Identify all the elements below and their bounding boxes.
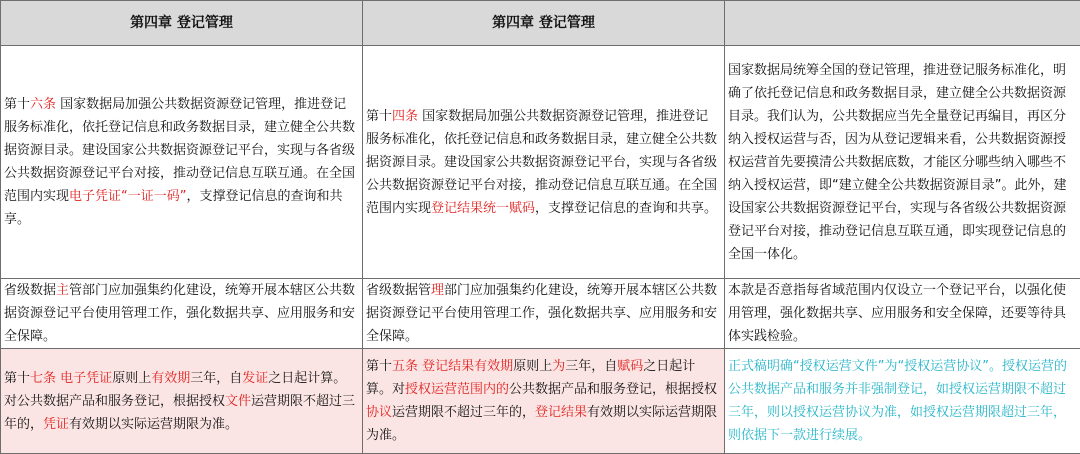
header-final: 第四章 登记管理 bbox=[363, 1, 725, 46]
text-run: 之日起计算。对 bbox=[366, 359, 696, 397]
text-run: 凭证 bbox=[43, 416, 70, 432]
text-run: 部门应加强集约化建设，统筹开展本辖区公共数据资源登记平台使用管理工作，强化数据共享、应用服务和安全保障。 bbox=[366, 283, 718, 344]
article-15-final bbox=[363, 349, 725, 454]
text-run: 六条 bbox=[30, 97, 57, 112]
header-row bbox=[1, 1, 1080, 46]
text-run: 赋码 bbox=[617, 359, 644, 374]
commentary-provincial bbox=[725, 279, 1080, 349]
text-run: 管部门应加强集约化建设，统筹开展本辖区公共数据资源登记平台使用管理工作，强化数据共享、应用服务和安全保障。 bbox=[4, 283, 356, 344]
text-run: 国家数据局加强公共数据资源登记管理，推进登记服务标准化，依托登记信息和政务数据目录，建立健全公共数据资源目录。建设国家公共数据资源登记平台，实现与各省级公共数据资源登记平台对接，推动登记信息互联互通。在全国范围内实现 bbox=[4, 97, 356, 204]
text-run: 七条 bbox=[30, 370, 57, 386]
text-run: 原则上 bbox=[513, 359, 553, 374]
text-run: 三年，自 bbox=[565, 359, 618, 374]
text-run: 国家数据局加强公共数据资源登记管理，推进登记服务标准化，依托登记信息和政务数据目录，建立健全公共数据资源目录。建设国家公共数据资源登记平台，实现与各省级公共数据资源登记平台对接，推动登记信息互联互通。在全国范围内实现 bbox=[366, 108, 718, 216]
table-row bbox=[1, 46, 1080, 279]
text-run: 登记结果统一赋码 bbox=[431, 200, 536, 216]
header-commentary bbox=[725, 1, 1080, 46]
text-run: 为 bbox=[552, 359, 566, 374]
header-draft: 第四章 登记管理 bbox=[1, 1, 363, 46]
text-run: 理 bbox=[431, 283, 445, 298]
text-run: 第十 bbox=[4, 370, 31, 386]
provincial-final bbox=[363, 279, 725, 349]
text-run: 第十 bbox=[366, 108, 393, 124]
provincial-draft bbox=[1, 279, 363, 349]
text-run: 第十 bbox=[366, 359, 393, 374]
text-run: 电子凭证 bbox=[60, 370, 113, 386]
text-run: 有效期以实际运营期限为准。 bbox=[366, 405, 718, 443]
text-run: 五条 bbox=[392, 359, 419, 374]
text-run: 运营期限不超过三年的， bbox=[392, 405, 536, 420]
commentary-registration bbox=[725, 46, 1080, 279]
text-run: 正式稿明确“授权运营文件”为“授权运营协议”。授权运营的公共数据产品和服务并非强制登记，如授权运营期限不超过三年，则以授权运营协议为准，如授权运营期限超过三年，则依据下一款进行续展。 bbox=[728, 359, 1067, 443]
text-run: 协议 bbox=[366, 405, 393, 420]
text-run: 三年，自 bbox=[190, 370, 243, 386]
table-row bbox=[1, 279, 1080, 349]
text-run: ，支撑登记信息的查询和共享。 bbox=[535, 200, 718, 216]
article-17-draft bbox=[1, 349, 363, 454]
article-16-draft bbox=[1, 46, 363, 279]
article-14-final bbox=[363, 46, 725, 279]
text-run: 运营期限不超过三年的， bbox=[4, 393, 356, 432]
text-run: ，支撑登记信息的查询和共享。 bbox=[4, 189, 343, 227]
table-row bbox=[1, 349, 1080, 454]
text-run: 授权运营范围内的 bbox=[405, 382, 510, 397]
text-run: 国家数据局统筹全国的登记管理，推进登记服务标准化，明确了依托登记信息和政务数据目录，建立健全公共数据资源目录。我们认为，公共数据应当先全量登记再编目，再区分纳入授权运营与否，因为从登记逻辑来看，公共数据资源授权运营首先要摸清公共数据底数，才能区分哪些纳入哪些不纳入授权运营，即“建立健全公共数据资源目录”。此外，建设国家公共数据资源登记平台，实现与各省级公共数据资源登记平台对接，推动登记信息互联互通，即实现登记信息的全国一体化。 bbox=[728, 62, 1067, 262]
text-run: 有效期以实际运营期限为准。 bbox=[69, 416, 239, 432]
text-run: 文件 bbox=[225, 393, 252, 409]
text-run: 发证 bbox=[242, 370, 269, 386]
commentary-validity bbox=[725, 349, 1080, 454]
text-run: 本款是否意指每省域范围内仅设立一个登记平台，以强化使用管理，强化数据共享、应用服务和安全保障，还要等待具体实践检验。 bbox=[728, 283, 1067, 344]
text-run: 之日起计算。对公共数据产品和服务登记，根据授权 bbox=[4, 370, 347, 409]
text-run: 主 bbox=[56, 283, 70, 298]
text-run: 省级数据管 bbox=[366, 283, 432, 298]
text-run: 公共数据产品和服务登记，根据授权 bbox=[509, 382, 718, 397]
text-run: 原则上 bbox=[112, 370, 152, 386]
text-run: 第十 bbox=[4, 97, 31, 112]
text-run: 登记结果有效期 bbox=[422, 359, 514, 374]
text-run: 电子凭证“一证一码” bbox=[69, 189, 187, 204]
text-run: 四条 bbox=[392, 108, 419, 124]
text-run: 登记结果 bbox=[535, 405, 588, 420]
text-run: 有效期 bbox=[151, 370, 191, 386]
text-run: 省级数据 bbox=[4, 283, 57, 298]
